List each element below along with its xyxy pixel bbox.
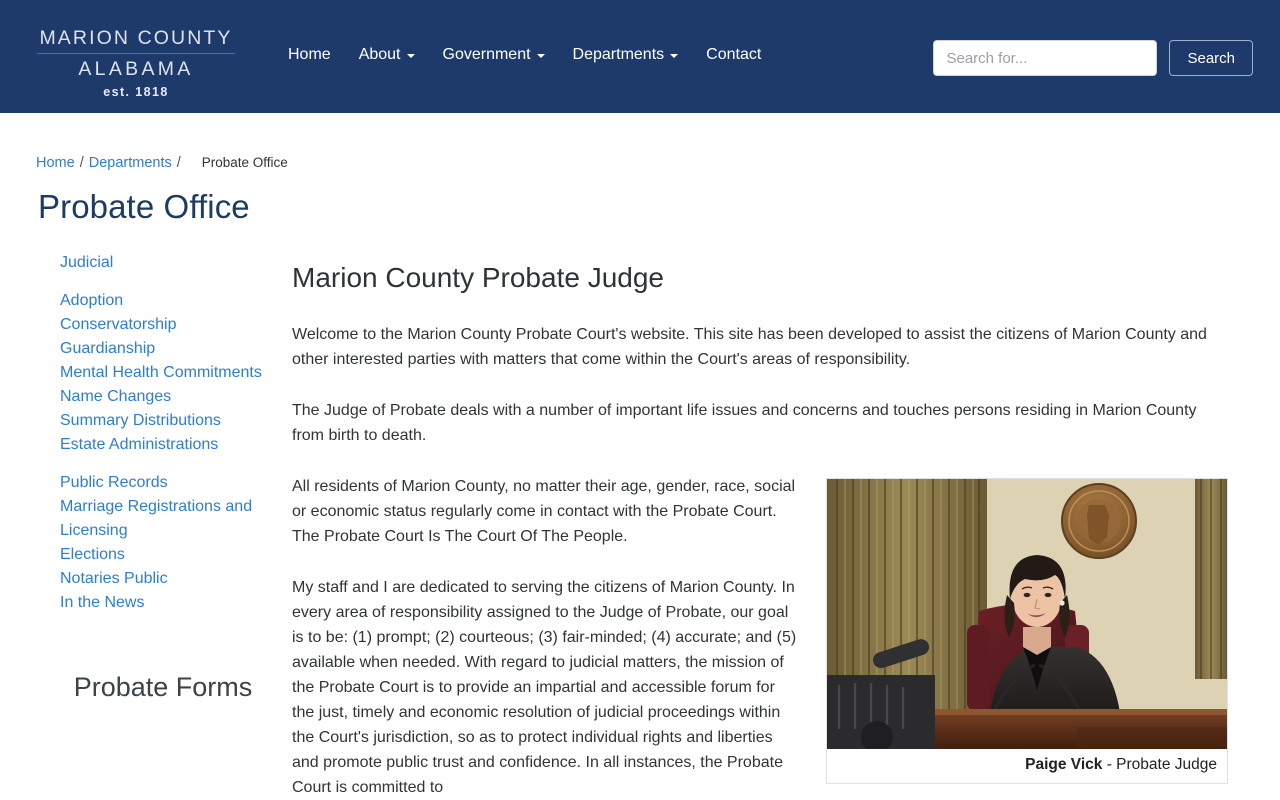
sidebar-item-estate-administrations[interactable]: Estate Administrations	[60, 435, 219, 453]
paragraph-welcome: Welcome to the Marion County Probate Court's website. This site has been developed to assist the citizens of Marion County and other interested parties with matters that come within the Court's areas of responsibility.	[292, 325, 1207, 368]
content-row	[36, 251, 1244, 800]
sidebar-item-public-records[interactable]: Public Records	[60, 473, 168, 491]
nav-item-departments[interactable]	[573, 46, 693, 64]
judge-name: Paige Vick	[1025, 755, 1103, 773]
header-search	[933, 40, 1253, 76]
sidebar-section-heading: Probate Forms	[73, 671, 253, 702]
sidebar-group-public-records	[60, 471, 266, 615]
breadcrumb-separator: /	[176, 155, 181, 171]
main-content	[266, 251, 1244, 800]
nav-item-contact[interactable]	[706, 46, 761, 64]
sidebar-item-summary-distributions[interactable]: Summary Distributions	[60, 411, 221, 429]
paragraph-judge-role: The Judge of Probate deals with a number of important life issues and concerns and touches persons residing in Marion County from birth to death.	[292, 401, 1197, 444]
nav-item-government-label: Government	[442, 46, 531, 63]
logo-line-established: est. 1818	[103, 85, 169, 99]
sidebar-item-name-changes[interactable]: Name Changes	[60, 387, 172, 405]
page-wrapper	[0, 155, 1280, 800]
sidebar-group-judicial	[60, 251, 266, 275]
judge-photo-figure	[826, 478, 1228, 784]
nav-item-home[interactable]	[288, 46, 345, 64]
nav-item-about[interactable]	[359, 46, 429, 64]
nav-item-home-label: Home	[288, 46, 331, 63]
breadcrumb-current: Probate Office	[201, 155, 288, 170]
judge-title: - Probate Judge	[1102, 755, 1217, 773]
site-header	[0, 0, 1280, 113]
sidebar-item-conservatorship[interactable]: Conservatorship	[60, 315, 177, 333]
main-navigation	[288, 46, 761, 64]
sidebar-item-adoption[interactable]: Adoption	[60, 291, 124, 309]
chevron-down-icon	[670, 54, 678, 58]
breadcrumb-link-departments[interactable]: Departments	[88, 155, 172, 171]
logo-line-state: ALABAMA	[78, 57, 194, 80]
main-heading: Marion County Probate Judge	[292, 261, 664, 293]
breadcrumb	[36, 155, 1244, 171]
paragraph-mission: My staff and I are dedicated to serving the citizens of Marion County. In every area of responsibility assigned to the Judge of Probate, our goal is to be: (1) prompt; (2) courteous; (3) fair-minded; (4) accurate; and (5) available when needed. With regard to judicial matters, the mission of the Probate Court is to provide an impartial and accessible forum for the just, timely and economic resolution of judicial proceedings within the Court's jurisdiction, so as to protect individual rights and liberties and promote public trust and confidence. In all instances, the Probate Court is committed to	[292, 578, 797, 796]
chevron-down-icon	[407, 54, 415, 58]
sidebar	[36, 251, 266, 727]
sidebar-item-marriage-registrations-and-licensing[interactable]: Marriage Registrations and Licensing	[60, 497, 253, 539]
sidebar-item-notaries-public[interactable]: Notaries Public	[60, 569, 168, 587]
judge-photo	[827, 479, 1227, 749]
sidebar-item-in-the-news[interactable]: In the News	[60, 593, 145, 611]
nav-item-government[interactable]	[443, 46, 559, 64]
nav-item-contact-label: Contact	[706, 46, 762, 63]
nav-item-departments-label: Departments	[572, 46, 665, 63]
search-button[interactable]: Search	[1169, 40, 1253, 76]
sidebar-item-mental-health-commitments[interactable]: Mental Health Commitments	[60, 363, 262, 381]
logo-line-county: MARION COUNTY	[37, 29, 234, 54]
breadcrumb-separator: /	[79, 155, 84, 171]
judge-photo-caption	[827, 749, 1227, 783]
paragraph-all-residents: All residents of Marion County, no matter their age, gender, race, social or economic status regularly come in contact with the Probate Court. The Probate Court Is The Court Of The People.	[292, 477, 796, 545]
sidebar-item-guardianship[interactable]: Guardianship	[60, 339, 156, 357]
page-title: Probate Office	[38, 188, 250, 225]
breadcrumb-link-home[interactable]: Home	[36, 155, 75, 171]
site-logo[interactable]	[36, 29, 236, 99]
nav-item-about-label: About	[358, 46, 401, 63]
search-input[interactable]	[933, 40, 1157, 76]
chevron-down-icon	[537, 54, 545, 58]
sidebar-item-elections[interactable]: Elections	[60, 545, 125, 563]
sidebar-item-judicial[interactable]: Judicial	[60, 253, 114, 271]
sidebar-group-judicial-topics	[60, 289, 266, 457]
